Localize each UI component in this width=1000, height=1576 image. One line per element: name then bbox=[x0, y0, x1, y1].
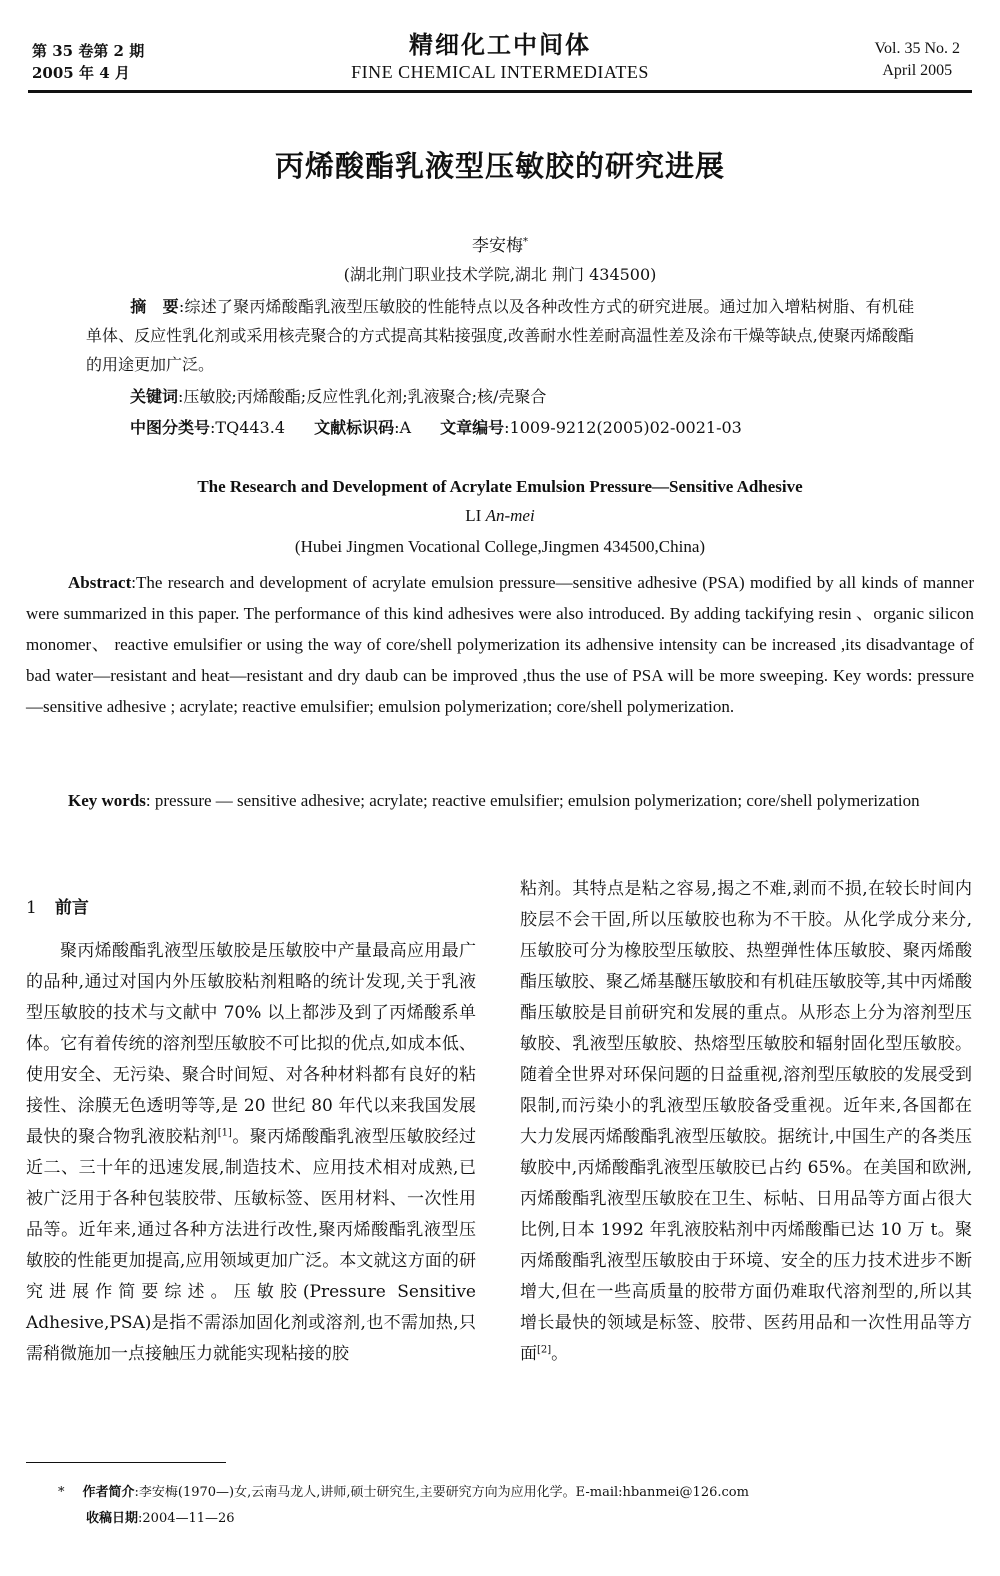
paper-title-en: The Research and Development of Acrylate Emulsion Pressure—Sensitive Adhesive bbox=[197, 477, 803, 496]
classification-line bbox=[130, 413, 766, 442]
section-heading bbox=[26, 893, 89, 918]
footnote-mark: * bbox=[58, 1485, 65, 1500]
doc-code-label: 文献标识码 bbox=[314, 418, 395, 437]
article-number-label: 文章编号 bbox=[440, 418, 505, 437]
issue-date-en: April 2005 bbox=[882, 62, 953, 79]
issue-info bbox=[32, 40, 144, 84]
body-left-text-b: 。聚丙烯酸酯乳液型压敏胶经过近二、三十年的迅速发展,制造技术、应用技术相对成熟,已被广泛用于各种包装胶带、压敏标签、医用材料、一次性用品等。近年来,通过各种方法进行改性,聚丙烯酸酯乳液型压敏胶的性能更加提高,应用领域更加广泛。本文就这方面的研究进展作简要综述。压敏胶(Pressure Sensitive Adhesive,PSA)是指不需添加固化剂或溶剂,也不需加热,只需稍微施加一点接触压力就能实现粘接的胶 bbox=[26, 1127, 477, 1364]
article-number-value: :1009-9212(2005)02-0021-03 bbox=[504, 418, 742, 437]
paper-title-cn: 丙烯酸酯乳液型压敏胶的研究进展 bbox=[274, 149, 725, 183]
footnote-author-label: 作者简介 bbox=[82, 1485, 135, 1500]
keywords-en bbox=[26, 785, 974, 816]
footnote-rule bbox=[26, 1462, 226, 1463]
footnote-received bbox=[86, 1508, 235, 1530]
author-footnote-mark: * bbox=[523, 236, 528, 248]
body-left-text-a: 聚丙烯酸酯乳液型压敏胶是压敏胶中产量最高应用最广的品种,通过对国内外压敏胶粘剂粗略的统计发现,关于乳液型压敏胶的技术与文献中 70% 以上都涉及到了丙烯酸系单体。它有着传统的溶剂型压敏胶不可比拟的优点,如成本低、使用安全、无污染、聚合时间短、对各种材料都有良好的粘接性、涂膜无色透明等等,是 20 世纪 80 年代以来我国发展最快的聚合物乳液胶粘剂 bbox=[26, 941, 476, 1147]
footnote-author-text: :李安梅(1970—)女,云南马龙人,讲师,硕士研究生,主要研究方向为应用化学。E-mail:hbanmei@126.com bbox=[134, 1485, 749, 1500]
clc-value: :TQ443.4 bbox=[210, 418, 285, 437]
author-en bbox=[0, 506, 1000, 526]
body-column-right bbox=[520, 874, 972, 1370]
footnote-received-text: :2004—11—26 bbox=[138, 1511, 235, 1526]
abstract-en-label: Abstract bbox=[68, 573, 132, 592]
author-cn bbox=[0, 231, 1000, 256]
abstract-cn-label: 摘 要 bbox=[130, 297, 179, 316]
footnote-received-label: 收稿日期 bbox=[86, 1511, 139, 1526]
abstract-en-text: :The research and development of acrylate emulsion pressure—sensitive adhesive (PSA) modified by all kinds of manner were summarized in this paper. The performance of this kind adhesives were also introduced. By adding tackifying resin 、organic silicon monomer、 reactive emulsifier or using the way of core/shell polymerization its adhensive intensity can be increased ,its disadvantage of bad water—resistant and heat—resistant and dry daub can be improved ,thus the use of PSA will be more sweeping. Key words: pressure—sensitive adhesive ; acrylate; reactive emulsifier; emulsion polymerization; core/shell polymerization. bbox=[26, 573, 974, 716]
footnote-author bbox=[58, 1482, 749, 1504]
section-title: 前言 bbox=[54, 898, 89, 918]
body-column-left bbox=[26, 936, 476, 1370]
doc-code-value: :A bbox=[394, 418, 412, 437]
affiliation-cn: (湖北荆门职业技术学院,湖北 荆门 434500) bbox=[343, 265, 657, 284]
clc-label: 中图分类号 bbox=[130, 418, 211, 437]
journal-name-en: FINE CHEMICAL INTERMEDIATES bbox=[351, 62, 649, 82]
journal-name-cn: 精细化工中间体 bbox=[409, 30, 591, 59]
keywords-en-text: : pressure — sensitive adhesive; acrylate; reactive emulsifier; emulsion polymerization; core/shell polymerization bbox=[145, 791, 920, 810]
issue-volume-en: Vol. 35 No. 2 bbox=[874, 40, 960, 57]
abstract-cn bbox=[86, 292, 914, 379]
keywords-cn bbox=[130, 382, 546, 411]
abstract-cn-text: :综述了聚丙烯酸酯乳液型压敏胶的性能特点以及各种改性方式的研究进展。通过加入增粘树脂、有机硅单体、反应性乳化剂或采用核壳聚合的方式提高其粘接强度,改善耐水性差耐高温性差及涂布干燥等缺点,使聚丙烯酸酯的用途更加广泛。 bbox=[86, 297, 914, 374]
citation-ref-1: [1] bbox=[217, 1127, 232, 1139]
header-rule bbox=[28, 90, 972, 93]
citation-ref-2: [2] bbox=[537, 1344, 552, 1356]
keywords-cn-text: :压敏胶;丙烯酸酯;反应性乳化剂;乳液聚合;核/壳聚合 bbox=[178, 387, 547, 406]
keywords-en-label: Key words bbox=[68, 791, 146, 810]
affiliation-en: (Hubei Jingmen Vocational College,Jingmen 434500,China) bbox=[294, 537, 706, 556]
section-number: 1 bbox=[26, 898, 37, 918]
author-en-family: LI bbox=[465, 506, 482, 525]
journal-masthead bbox=[300, 30, 700, 84]
issue-date: 2005 年 4 月 bbox=[32, 64, 130, 82]
abstract-en bbox=[26, 567, 974, 722]
issue-info-en bbox=[875, 38, 961, 82]
issue-volume: 第 35 卷第 2 期 bbox=[32, 42, 145, 60]
body-right-text-b: 。 bbox=[551, 1344, 569, 1364]
author-name-cn: 李安梅 bbox=[472, 236, 523, 256]
author-en-given: An-mei bbox=[485, 506, 535, 525]
keywords-cn-label: 关键词 bbox=[130, 387, 179, 406]
body-right-text-a: 粘剂。其特点是粘之容易,揭之不难,剥而不损,在较长时间内胶层不会干固,所以压敏胶也称为不干胶。从化学成分来分,压敏胶可分为橡胶型压敏胶、热塑弹性体压敏胶、聚丙烯酸酯压敏胶、聚乙烯基醚压敏胶和有机硅压敏胶等,其中丙烯酸酯压敏胶是目前研究和发展的重点。从形态上分为溶剂型压敏胶、乳液型压敏胶、热熔型压敏胶和辐射固化型压敏胶。随着全世界对环保问题的日益重视,溶剂型压敏胶的发展受到限制,而污染小的乳液型压敏胶备受重视。近年来,各国都在大力发展丙烯酸酯乳液型压敏胶。据统计,中国生产的各类压敏胶中,丙烯酸酯乳液型压敏胶已占约 65%。在美国和欧洲,丙烯酸酯乳液型压敏胶在卫生、标帖、日用品等方面占很大比例,日本 1992 年乳液胶粘剂中丙烯酸酯已达 10 万 t。聚丙烯酸酯乳液型压敏胶由于环境、安全的压力技术进步不断增大,但在一些高质量的胶带方面仍难取代溶剂型的,所以其增长最快的领域是标签、胶带、医药用品和一次性用品等方面 bbox=[520, 879, 972, 1364]
